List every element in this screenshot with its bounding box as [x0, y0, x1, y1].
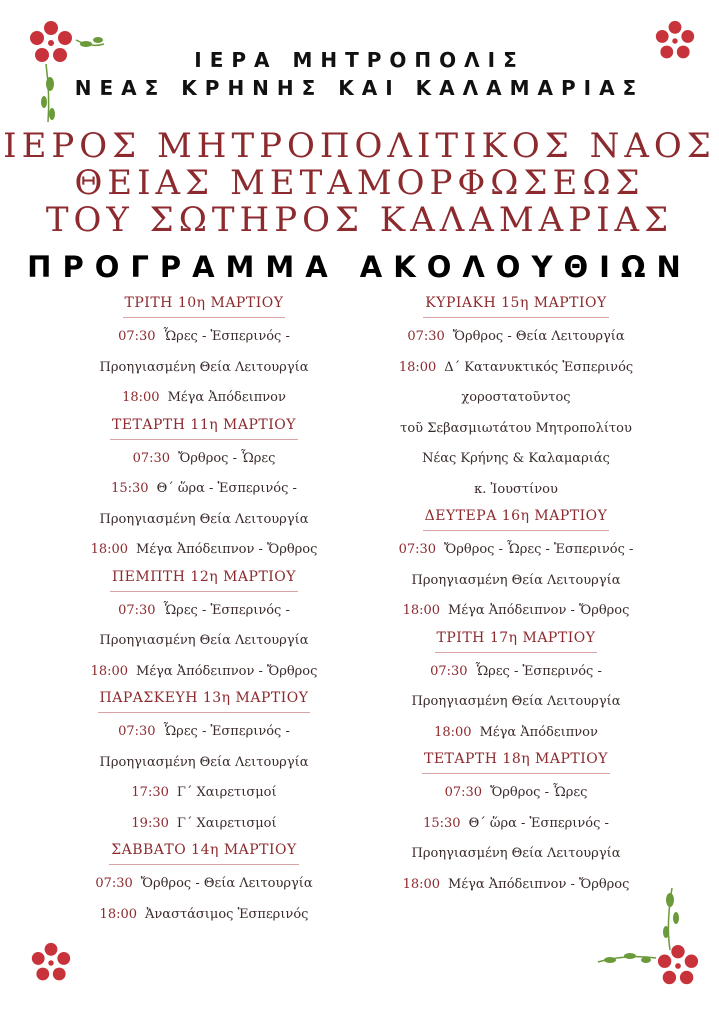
service-name: Ὄρθρος - Θεία Λειτουργία [140, 876, 313, 891]
service-entry [44, 657, 364, 688]
service-name: Θ΄ ὥρα - Ἑσπερινός - [468, 815, 609, 831]
program-title: ΠΡΟΓΡΑΜΜΑ ΑΚΟΛΟΥΘΙΩΝ [27, 250, 692, 284]
service-name: Μέγα Ἀπόδειπνον - Ὄρθρος [136, 663, 318, 679]
service-name: Ὧρες - Ἑσπερινός - [163, 602, 290, 618]
service-time: 18:00 [90, 542, 129, 557]
service-entry [356, 687, 676, 718]
service-name: Γ΄ Χαιρετισμοί [176, 815, 277, 831]
service-time: 07:30 [444, 785, 483, 800]
service-name: Ὧρες - Ἑσπερινός - [475, 663, 602, 679]
red-flower-icon [656, 944, 700, 988]
service-name: Προηγιασμένη Θεία Λειτουργία [411, 694, 621, 709]
service-name: Μέγα Ἀπόδειπνον - Ὄρθρος [136, 542, 318, 557]
day-heading: ΠΑΡΑΣΚΕΥΗ 13η ΜΑΡΤΙΟΥ [98, 687, 311, 713]
service-name: Θ΄ ὥρα - Ἑσπερινός - [156, 481, 297, 496]
service-time: 18:00 [402, 876, 441, 892]
service-time: 17:30 [131, 785, 169, 800]
day-heading: ΣΑΒΒΑΤΟ 14η ΜΑΡΤΙΟΥ [109, 839, 299, 865]
service-entry [44, 626, 364, 657]
service-time: 18:00 [402, 603, 441, 618]
service-time: 19:30 [131, 815, 169, 831]
church-title-line2: ΘΕΙΑΣ ΜΕΤΑΜΟΡΦΩΣΕΩΣ [74, 163, 645, 203]
service-time: 07:30 [95, 876, 133, 891]
service-name: Ὄρθρος - Ὧρες [490, 785, 588, 800]
service-entry [44, 535, 364, 566]
service-name: Ἀναστάσιμος Ἑσπερινός [145, 906, 309, 922]
service-time: 07:30 [398, 542, 437, 557]
service-entry [44, 778, 364, 809]
service-name: Προηγιασμένη Θεία Λειτουργία [99, 633, 309, 648]
service-time: 07:30 [118, 329, 156, 344]
service-entry [44, 353, 364, 384]
service-name: Μέγα Ἀπόδειπνον - Ὄρθρος [448, 603, 630, 618]
service-entry [356, 475, 676, 506]
service-entry [356, 596, 676, 627]
service-entry [44, 505, 364, 536]
day-heading: ΤΡΙΤΗ 17η ΜΑΡΤΙΟΥ [435, 627, 598, 653]
service-entry [44, 596, 364, 627]
service-entry [44, 717, 364, 748]
service-name: Ὄρθρος - Ὧρες [178, 450, 276, 466]
day-heading: ΚΥΡΙΑΚΗ 15η ΜΑΡΤΙΟΥ [423, 292, 609, 318]
service-name: Προηγιασμένη Θεία Λειτουργία [99, 359, 309, 375]
service-entry [356, 535, 676, 566]
service-name: Προηγιασμένη Θεία Λειτουργία [411, 572, 621, 588]
service-name: Ὧρες - Ἑσπερινός - [163, 724, 290, 739]
service-name: τοῦ Σεβασμιωτάτου Μητροπολίτου [400, 420, 632, 436]
service-entry [356, 383, 676, 414]
service-entry [44, 809, 364, 840]
day-heading: ΤΕΤΑΡΤΗ 18η ΜΑΡΤΙΟΥ [422, 748, 610, 774]
service-entry [44, 383, 364, 414]
service-entry [44, 322, 364, 353]
service-time: 18:00 [122, 390, 160, 405]
day-heading: ΤΡΙΤΗ 10η ΜΑΡΤΙΟΥ [123, 292, 286, 318]
service-time: 15:30 [111, 481, 149, 496]
service-name: Προηγιασμένη Θεία Λειτουργία [99, 754, 309, 770]
service-name: Ὧρες - Ἑσπερινός - [163, 329, 290, 344]
service-entry [356, 839, 676, 870]
service-time: 07:30 [430, 663, 468, 679]
service-name: Δ΄ Κατανυκτικός Ἑσπερινός [444, 359, 634, 375]
service-entry [44, 748, 364, 779]
service-name: Μέγα Ἀπόδειπνον - Ὄρθρος [448, 876, 630, 892]
service-entry [356, 566, 676, 597]
service-entry [44, 869, 364, 900]
service-time: 07:30 [118, 602, 156, 618]
church-title-line3: ΤΟΥ ΣΩΤΗΡΟΣ ΚΑΛΑΜΑΡΙΑΣ [45, 200, 674, 240]
service-time: 18:00 [434, 724, 472, 740]
red-flower-icon [30, 942, 72, 984]
service-entry [356, 870, 676, 901]
service-entry [44, 474, 364, 505]
service-name: Μέγα Ἀπόδειπνον [479, 724, 598, 740]
service-name: κ. Ἰουστίνου [474, 481, 558, 497]
service-entry [44, 900, 364, 931]
day-heading: ΠΕΜΠΤΗ 12η ΜΑΡΤΙΟΥ [110, 566, 298, 592]
service-name: Ὄρθρος - Ὧρες - Ἑσπερινός - [444, 542, 634, 557]
service-name: Προηγιασμένη Θεία Λειτουργία [99, 511, 309, 527]
service-entry [356, 809, 676, 840]
service-time: 18:00 [90, 663, 129, 679]
service-name: Προηγιασμένη Θεία Λειτουργία [411, 846, 621, 861]
schedule-left-column [44, 292, 364, 930]
service-name: Γ΄ Χαιρετισμοί [176, 785, 277, 800]
service-time: 07:30 [407, 329, 445, 344]
service-entry [356, 444, 676, 475]
service-entry [356, 322, 676, 353]
service-entry [356, 657, 676, 688]
service-name: Ὄρθρος - Θεία Λειτουργία [452, 329, 625, 344]
day-heading: ΤΕΤΑΡΤΗ 11η ΜΑΡΤΙΟΥ [110, 414, 298, 440]
service-time: 18:00 [99, 906, 138, 922]
church-title-line1: ΙΕΡΟΣ ΜΗΤΡΟΠΟΛΙΤΙΚΟΣ ΝΑΟΣ [3, 126, 716, 166]
service-time: 07:30 [118, 724, 156, 739]
metropolis-title: ΙΕΡΑ ΜΗΤΡΟΠΟΛΙΣ [194, 48, 525, 72]
service-name: χοροστατοῦντος [461, 390, 571, 405]
service-time: 15:30 [423, 815, 461, 831]
service-name: Νέας Κρήνης & Καλαμαριάς [422, 451, 610, 466]
service-time: 18:00 [398, 359, 437, 375]
day-heading: ΔΕΥΤΕΡΑ 16η ΜΑΡΤΙΟΥ [423, 505, 610, 531]
service-time: 07:30 [132, 450, 171, 466]
schedule-right-column [356, 292, 676, 900]
service-name: Μέγα Ἀπόδειπνον [167, 390, 286, 405]
service-entry [356, 414, 676, 445]
service-entry [44, 444, 364, 475]
metropolis-subtitle: ΝΕΑΣ ΚΡΗΝΗΣ ΚΑΙ ΚΑΛΑΜΑΡΙΑΣ [74, 76, 645, 100]
service-entry [356, 718, 676, 749]
service-entry [356, 353, 676, 384]
service-entry [356, 778, 676, 809]
